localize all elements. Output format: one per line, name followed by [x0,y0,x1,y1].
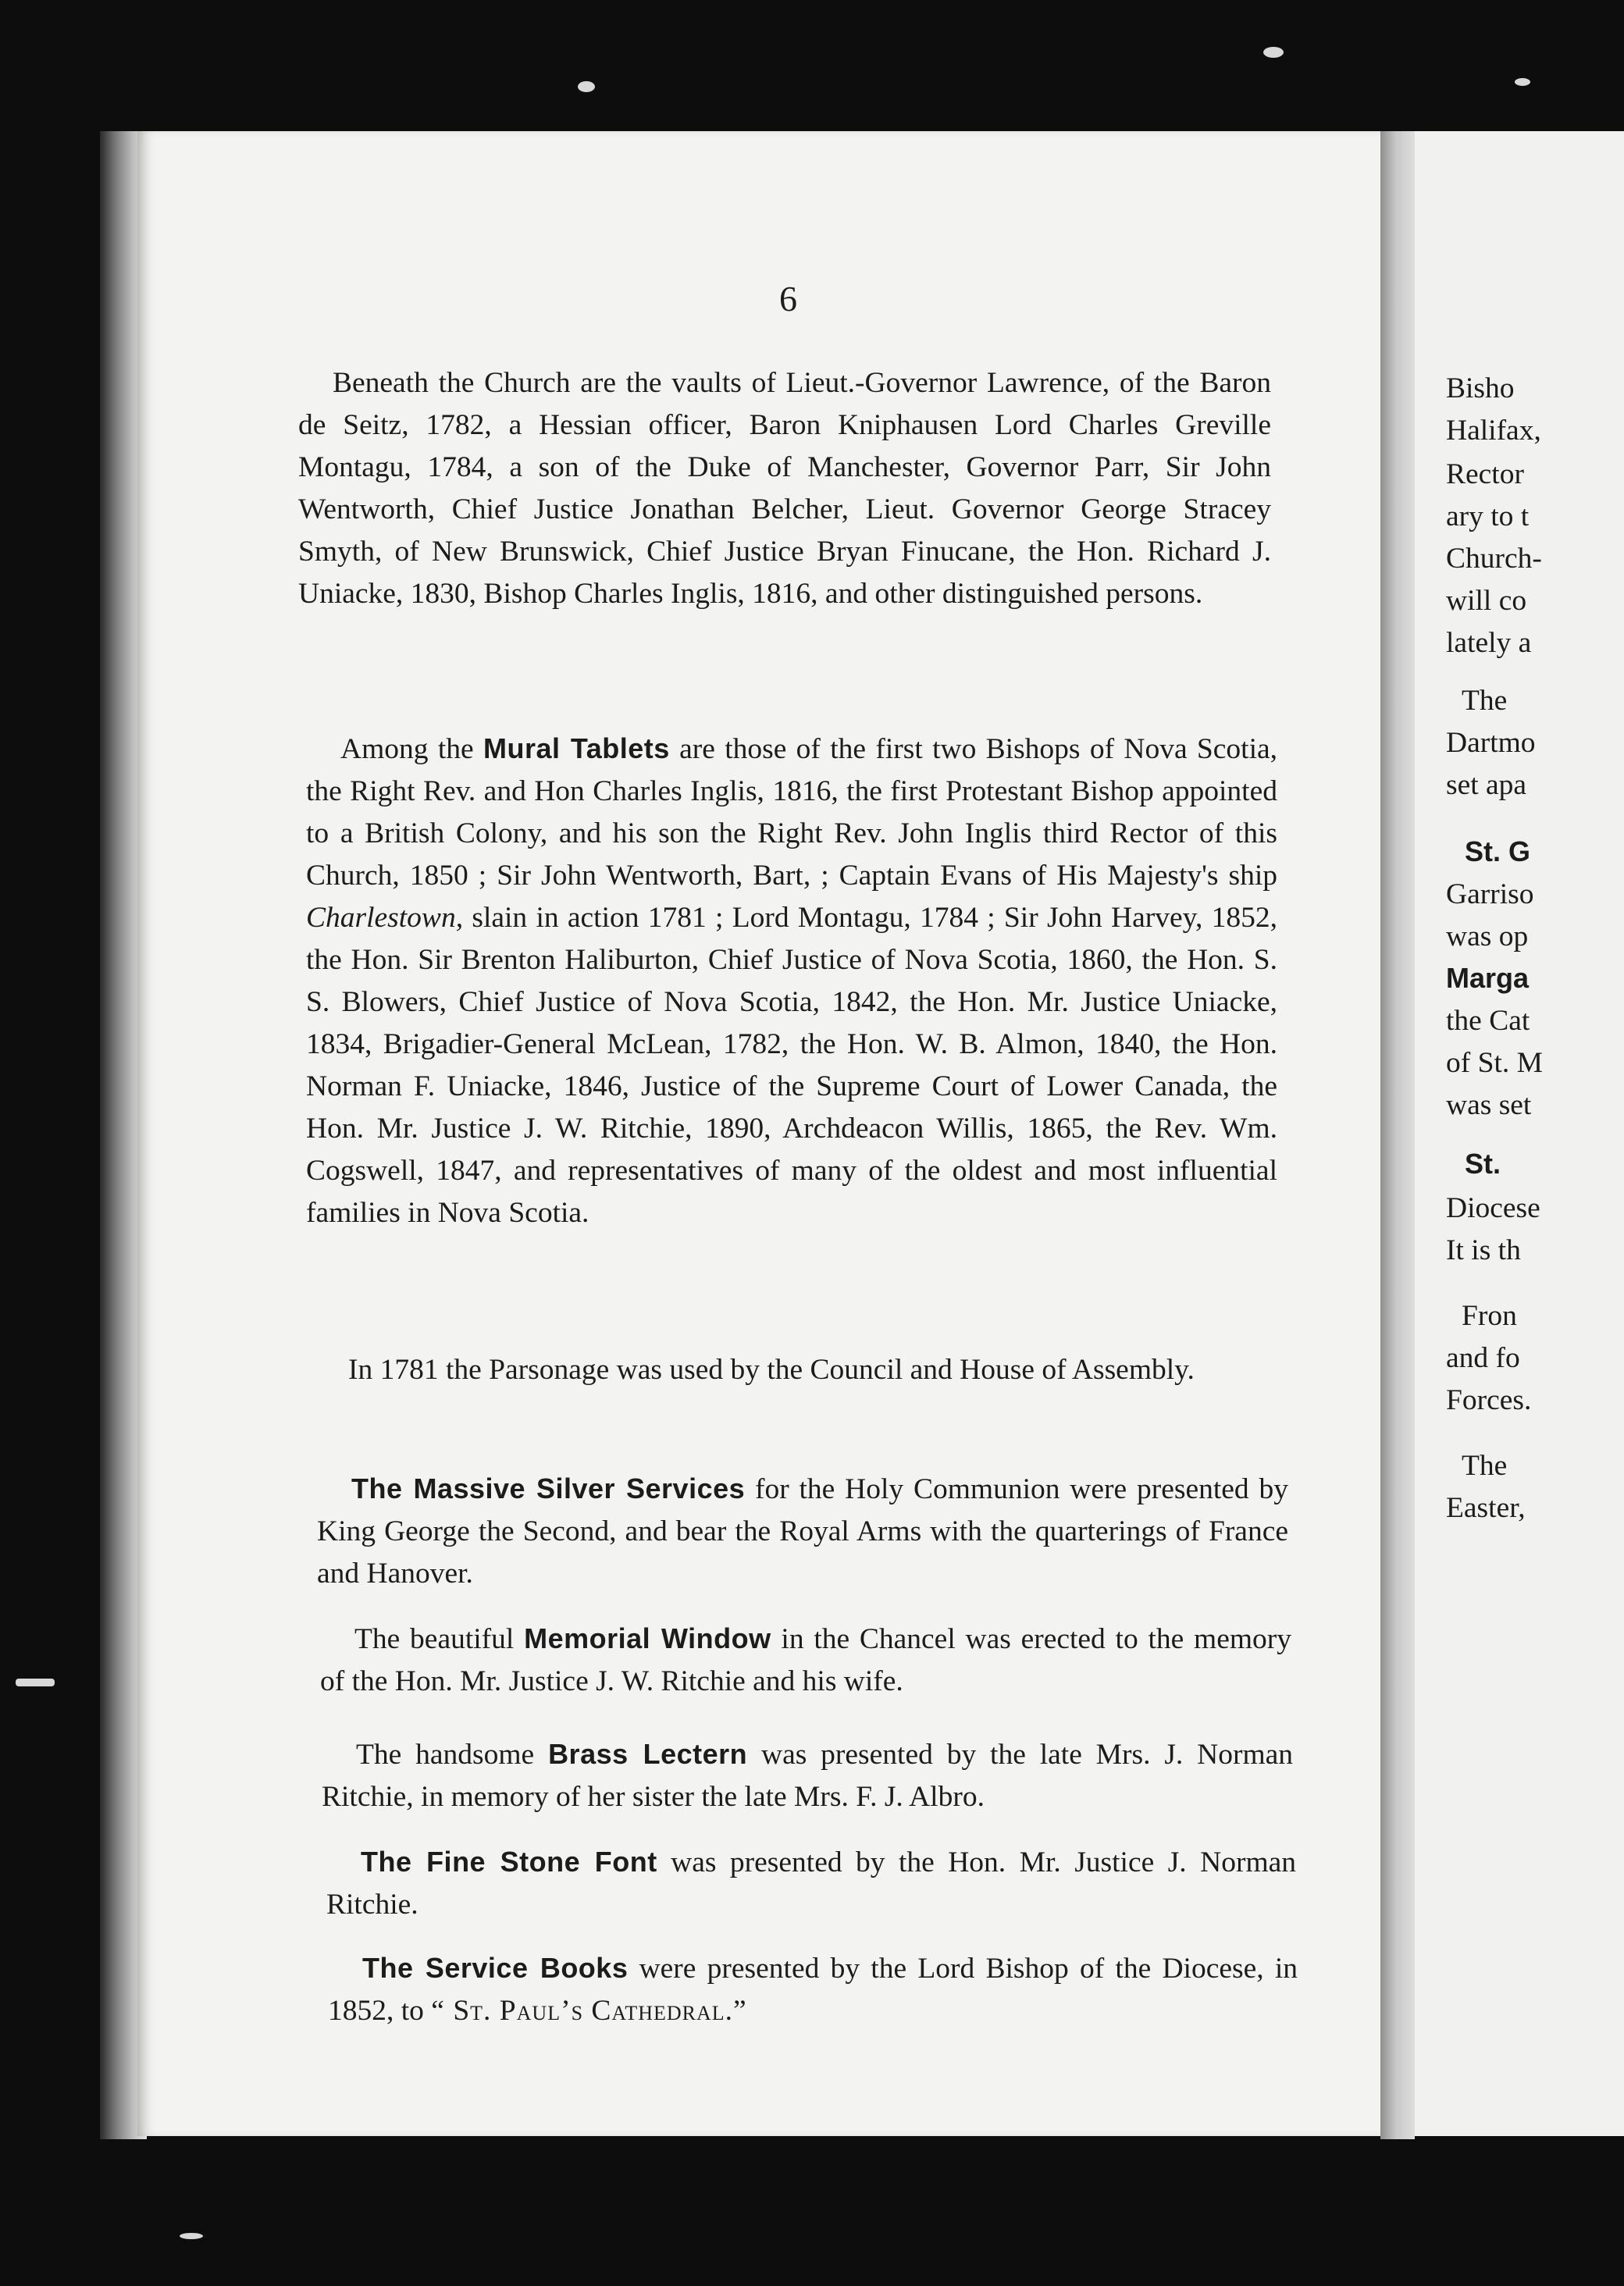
right-fragment: Garriso [1446,878,1534,910]
right-fragment: The [1462,1450,1508,1482]
paragraph-stone-font [326,1841,1296,1926]
right-fragment: set apa [1446,769,1527,801]
paragraph-stone-font-body: was presented by the Hon. Mr. Justice J. Norman Ritchie. [326,1846,1297,1921]
right-fragment: Rector [1446,458,1524,490]
right-fragment: lately a [1446,627,1532,659]
right-fragment: ary to t [1446,500,1530,532]
paragraph-memorial-window-pre: The beautiful [354,1623,515,1655]
right-page-edge [1415,131,1624,2136]
paragraph-brass-lectern [322,1733,1293,1818]
silver-services-heading: The Massive Silver Services [351,1472,746,1504]
mural-tablets-heading: Mural Tablets [483,732,670,764]
right-fragment: St. [1465,1148,1501,1180]
right-fragment: was op [1446,920,1529,952]
paragraph-mural-tablets-body: are those of the first two Bishops of Nova Scotia, the Right Rev. and Hon Charles Inglis, 1816, the first Protestant Bishop appointed to a British Colony, and his son the Right Rev. John Inglis third Rector of this Church, 1850 ; Sir John Wentworth, Bart, ; Captain Evans of His Majesty's ship [306,733,1278,892]
right-fragment: Fron [1462,1300,1517,1332]
paragraph-service-books [328,1947,1298,2032]
page-number: 6 [779,279,798,319]
right-fragment: Halifax, [1446,415,1541,447]
right-fragment: and fo [1446,1342,1520,1374]
paragraph-brass-lectern-pre: The handsome [356,1739,535,1771]
scan-speck [1515,78,1530,86]
paragraph-memorial-window [320,1618,1291,1703]
page-gutter [1380,131,1415,2139]
right-fragment: of St. M [1446,1047,1543,1079]
right-fragment: Diocese [1446,1192,1540,1224]
paragraph-parsonage: In 1781 the Parsonage was used by the Council and House of Assembly. [348,1354,1195,1386]
scan-speck [16,1679,55,1686]
scan-speck [578,81,595,92]
paragraph-silver-services [317,1468,1288,1595]
right-fragment: Forces. [1446,1384,1532,1416]
ship-name-charlestown: Charlestown, [306,902,464,934]
right-fragment: the Cat [1446,1005,1530,1037]
scan-speck [1263,47,1284,58]
paragraph-vaults: Beneath the Church are the vaults of Lieut.-Governor Lawrence, of the Baron de Seitz, 1782, a Hessian officer, Baron Kniphausen Lord Charles Greville Montagu, 1784, a son of the Duke of Manchester, Governor Parr, Sir John Wentworth, Chief Justice Jonathan Belcher, Lieut. Governor George Stracey Smyth, of New Brunswick, Chief Justice Bryan Finucane, the Hon. Richard J. Uniacke, 1830, Bishop Charles Inglis, 1816, and other distinguished persons. [298,367,1271,610]
paragraph-mural-tablets [306,728,1277,1234]
right-fragment: Church- [1446,543,1542,575]
right-fragment: It is th [1446,1234,1521,1266]
stone-font-heading: The Fine Stone Font [361,1846,657,1878]
paragraph-brass-lectern-body: was presented by the late Mrs. J. Norman Ritchie, in memory of her sister the late Mrs. F. J. Albro. [322,1739,1294,1813]
right-fragment: was set [1446,1089,1532,1121]
scan-speck [180,2233,203,2239]
cathedral-name-quote: “ St. Paul’s Cathedral.” [431,1995,747,2027]
right-fragment: St. G [1465,835,1531,867]
memorial-window-heading: Memorial Window [524,1622,771,1654]
brass-lectern-heading: Brass Lectern [548,1738,748,1770]
right-fragment: will co [1446,585,1527,617]
paragraph-memorial-window-body: in the Chancel was erected to the memory of the Hon. Mr. Justice J. W. Ritchie and his wife. [320,1623,1291,1697]
right-fragment: Bisho [1446,372,1515,404]
paragraph-silver-services-body: for the Holy Communion were presented by King George the Second, and bear the Royal Arms with the quarterings of France and Hanover. [317,1473,1288,1590]
service-books-heading: The Service Books [362,1952,629,1984]
right-fragment: Marga [1446,962,1530,994]
right-fragment: The [1462,685,1508,717]
paragraph-mural-tablets-pre: Among the [340,733,474,765]
paragraph-service-books-body: were presented by the Lord Bishop of the Diocese, in 1852, to [328,1953,1298,2027]
paragraph-mural-tablets-tail: slain in action 1781 ; Lord Montagu, 1784 ; Sir John Harvey, 1852, the Hon. Sir Brenton Haliburton, Chief Justice of Nova Scotia, 1860, the Hon. S. S. Blowers, Chief Justice of Nova Scotia, 1842, the Hon. Mr. Justice Uniacke, 1834, Brigadier-General McLean, 1782, the Hon. W. B. Almon, 1840, the Hon. Norman F. Uniacke, 1846, Justice of the Supreme Court of Lower Canada, the Hon. Mr. Justice J. W. Ritchie, 1890, Archdeacon Willis, 1865, the Rev. Wm. Cogswell, 1847, and representatives of many of the oldest and most influential families in Nova Scotia. [306,902,1278,1229]
right-fragment: Dartmo [1446,727,1536,759]
right-fragment: Easter, [1446,1492,1526,1524]
